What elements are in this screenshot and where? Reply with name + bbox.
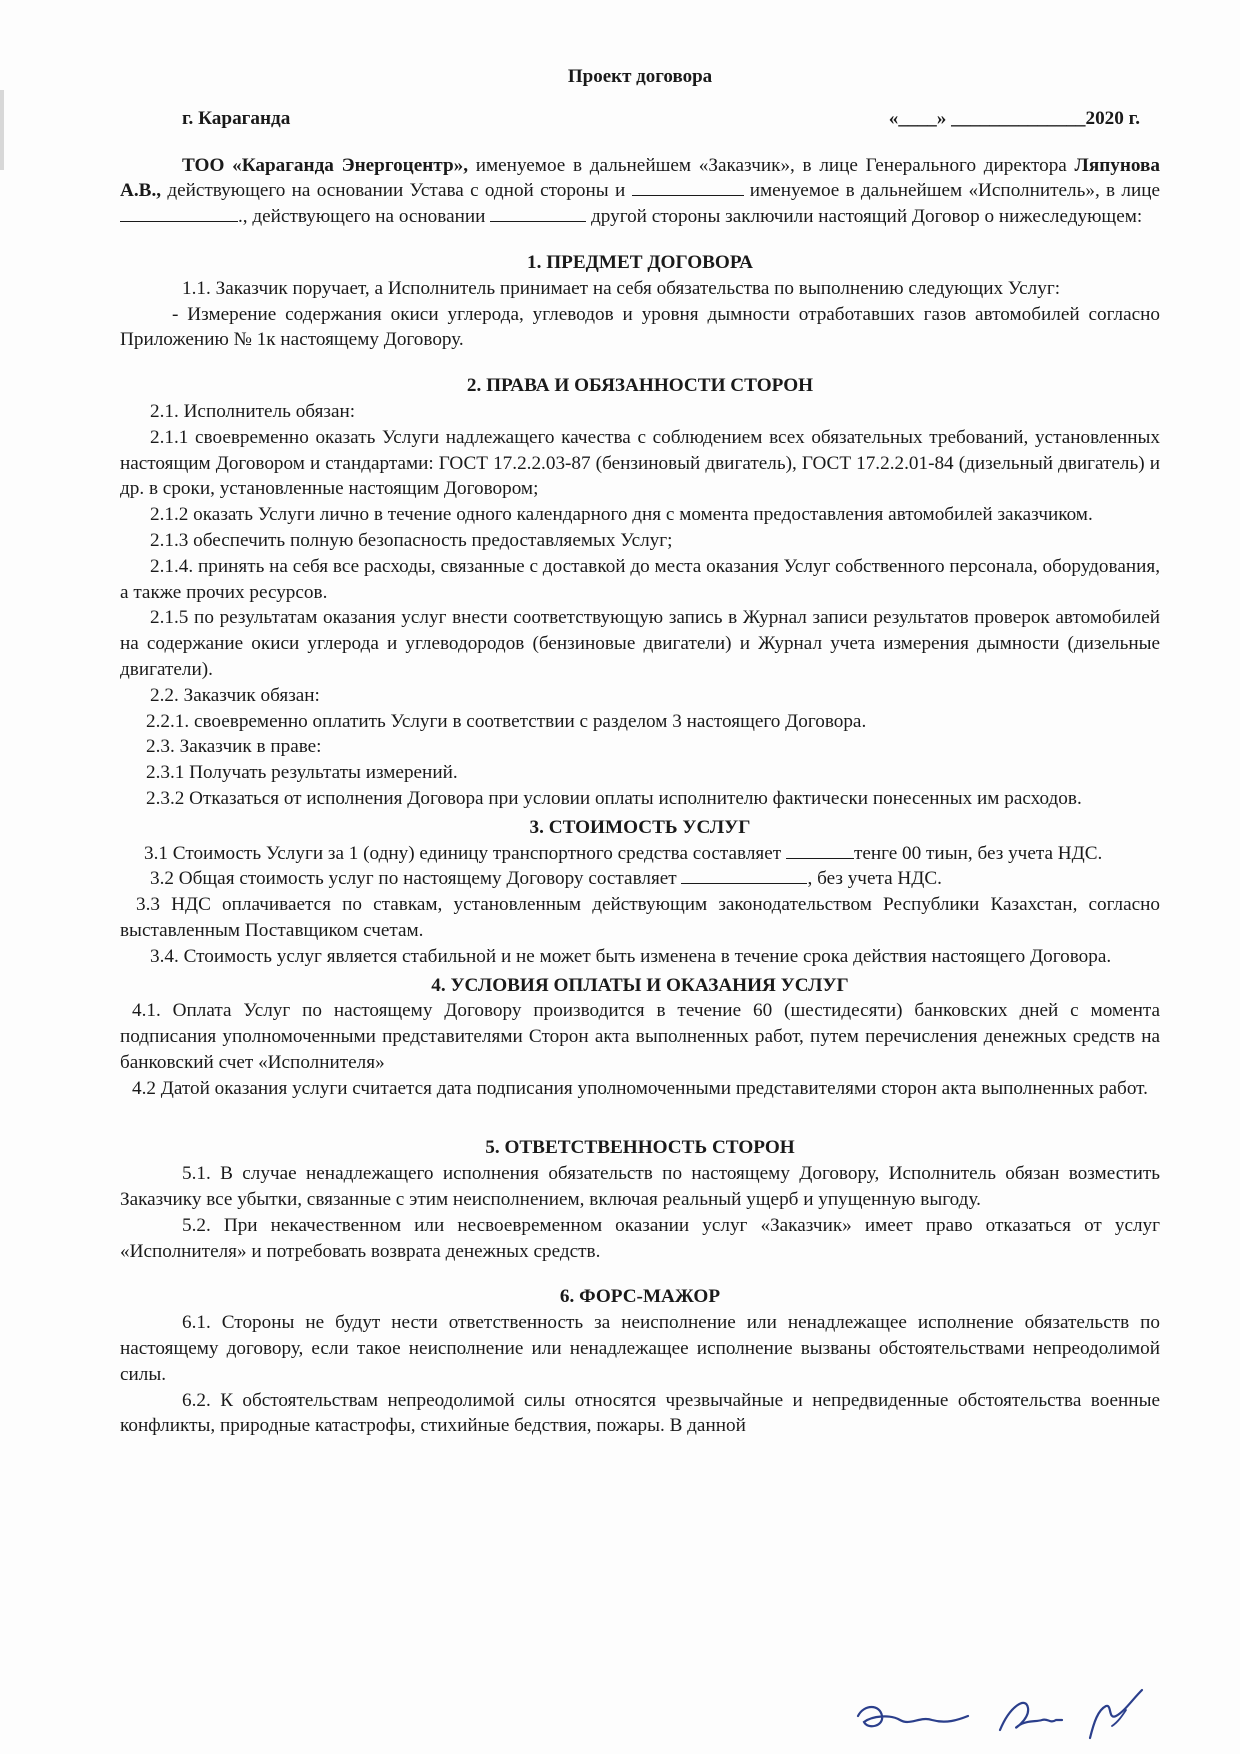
clause-2-1-4: 2.1.4. принять на себя все расходы, связанные с доставкой до места оказания Услуг собственного персонала, оборудования, а также прочих ресурсов. bbox=[120, 555, 1160, 603]
contract-date: «____» ______________2020 г. bbox=[888, 107, 1140, 129]
clause-1-1: 1.1. Заказчик поручает, а Исполнитель принимает на себя обязательства по выполнению следующих Услуг: bbox=[182, 277, 1061, 299]
clause-3-4: 3.4. Стоимость услуг является стабильной и не может быть изменена в течение срока действия настоящего Договора. bbox=[150, 945, 1112, 967]
clause-2-1-5: 2.1.5 по результатам оказания услуг внести соответствующую запись в Журнал записи результатов проверок автомобилей на содержание окиси углерода и углеводородов (бензиновые двигатели) и Журнал учета измерения дымности (дизельные двигатели). bbox=[120, 607, 1160, 680]
clause-4-1: 4.1. Оплата Услуг по настоящему Договору производится в течение 60 (шестидесяти) банковских дней с момента подписания уполномоченными представителями Сторон акта выполненных работ, путем перечисления денежных средств на банковский счет «Исполнителя» bbox=[120, 1000, 1160, 1073]
clause-6-1: 6.1. Стороны не будут нести ответственность за неисполнение или ненадлежащее исполнение обязательств по настоящему договору, если такое неисполнение или ненадлежащее исполнение вызваны обстоятельствами непреодолимой силы. bbox=[120, 1312, 1160, 1385]
blank-field-executor[interactable] bbox=[632, 179, 744, 196]
clause-3-2: 3.2 Общая стоимость услуг по настоящему Договору составляет , без учета НДС. bbox=[150, 868, 942, 890]
blank-field-unit-price[interactable] bbox=[786, 842, 854, 859]
section-4-title: 4. УСЛОВИЯ ОПЛАТЫ И ОКАЗАНИЯ УСЛУГ bbox=[431, 974, 849, 996]
section-5-title: 5. ОТВЕТСТВЕННОСТЬ СТОРОН bbox=[485, 1137, 795, 1159]
clause-4-2: 4.2 Датой оказания услуги считается дата подписания уполномоченными представителями сторон акта выполненных работ. bbox=[132, 1077, 1148, 1099]
clause-3-1: 3.1 Стоимость Услуги за 1 (одну) единицу транспортного средства составляет тенге 00 тиын, без учета НДС. bbox=[144, 842, 1103, 864]
scan-edge-mark bbox=[0, 90, 4, 170]
clause-2-3-2: 2.3.2 Отказаться от исполнения Договора при условии оплаты исполнителю фактически понесенных им расходов. bbox=[146, 787, 1082, 809]
clause-2-2: 2.2. Заказчик обязан: bbox=[150, 684, 320, 706]
clause-2-3: 2.3. Заказчик в праве: bbox=[146, 736, 322, 758]
clause-5-2: 5.2. При некачественном или несвоевременном оказании услуг «Заказчик» имеет право отказаться от услуг «Исполнителя» и потребовать возврата денежных средств. bbox=[120, 1214, 1160, 1262]
clause-2-1: 2.1. Исполнитель обязан: bbox=[150, 400, 356, 422]
section-2-title: 2. ПРАВА И ОБЯЗАННОСТИ СТОРОН bbox=[466, 375, 814, 397]
city: г. Караганда bbox=[182, 107, 291, 129]
director-name: Ляпунова А.В., bbox=[120, 154, 1160, 202]
clause-2-1-2: 2.1.2 оказать Услуги лично в течение одного календарного дня с момента предоставления автомобилей заказчиком. bbox=[150, 504, 1093, 526]
blank-field-representative[interactable] bbox=[120, 205, 238, 222]
intro-paragraph: ТОО «Караганда Энергоцентр», именуемое в дальнейшем «Заказчик», в лице Генерального директора Ляпунова А.В., действующего на основании Устава с одной стороны и именуемое в дальнейшем «Исполнитель», в лице ., действующего на основании другой стороны заключили настоящий Договор о нижеследующем: bbox=[120, 154, 1160, 228]
clause-5-1: 5.1. В случае ненадлежащего исполнения обязательств по настоящему Договору, Исполнитель обязан возместить Заказчику все убытки, связанные с этим неисполнением, включая реальный ущерб и упущенную выгоду. bbox=[120, 1163, 1160, 1211]
customer-org: ТОО «Караганда Энергоцентр», bbox=[182, 154, 469, 176]
city-date-row bbox=[120, 106, 1160, 132]
section-1-title: 1. ПРЕДМЕТ ДОГОВОРА bbox=[527, 251, 753, 273]
clause-2-1-1: 2.1.1 своевременно оказать Услуги надлежащего качества с соблюдением всех обязательных требований, установленных настоящим Договором и стандартами: ГОСТ 17.2.2.03-87 (бензиновый двигатель), ГОСТ 17.2.2.01-84 (дизельный двигатель) и др. в сроки, установленные настоящим Договором; bbox=[120, 426, 1160, 500]
clause-3-3: 3.3 НДС оплачивается по ставкам, установленным действующим законодательством Республики Казахстан, согласно выставленным Поставщиком счетам. bbox=[120, 894, 1160, 941]
clause-2-2-1: 2.2.1. своевременно оплатить Услуги в соответствии с разделом 3 настоящего Договора. bbox=[146, 710, 867, 732]
clause-2-1-3: 2.1.3 обеспечить полную безопасность предоставляемых Услуг; bbox=[150, 529, 673, 551]
document-page bbox=[120, 64, 1160, 1439]
section-3-title: 3. СТОИМОСТЬ УСЛУГ bbox=[529, 816, 751, 838]
document-title: Проект договора bbox=[567, 66, 713, 87]
clause-6-2: 6.2. К обстоятельствам непреодолимой силы относятся чрезвычайные и непредвиденные обстоятельства военные конфликты, природные катастрофы, стихийные бедствия, пожары. В данной bbox=[120, 1389, 1160, 1437]
section-6-title: 6. ФОРС-МАЖОР bbox=[559, 1286, 721, 1308]
blank-field-basis[interactable] bbox=[490, 205, 586, 222]
clause-1-service: - Измерение содержания окиси углерода, углеводов и уровня дымности отработавших газов автомобилей согласно Приложению № 1к настоящему Договору. bbox=[120, 303, 1160, 351]
handwritten-signature bbox=[850, 1686, 1170, 1746]
blank-field-total-price[interactable] bbox=[681, 867, 807, 884]
clause-2-3-1: 2.3.1 Получать результаты измерений. bbox=[146, 762, 458, 784]
